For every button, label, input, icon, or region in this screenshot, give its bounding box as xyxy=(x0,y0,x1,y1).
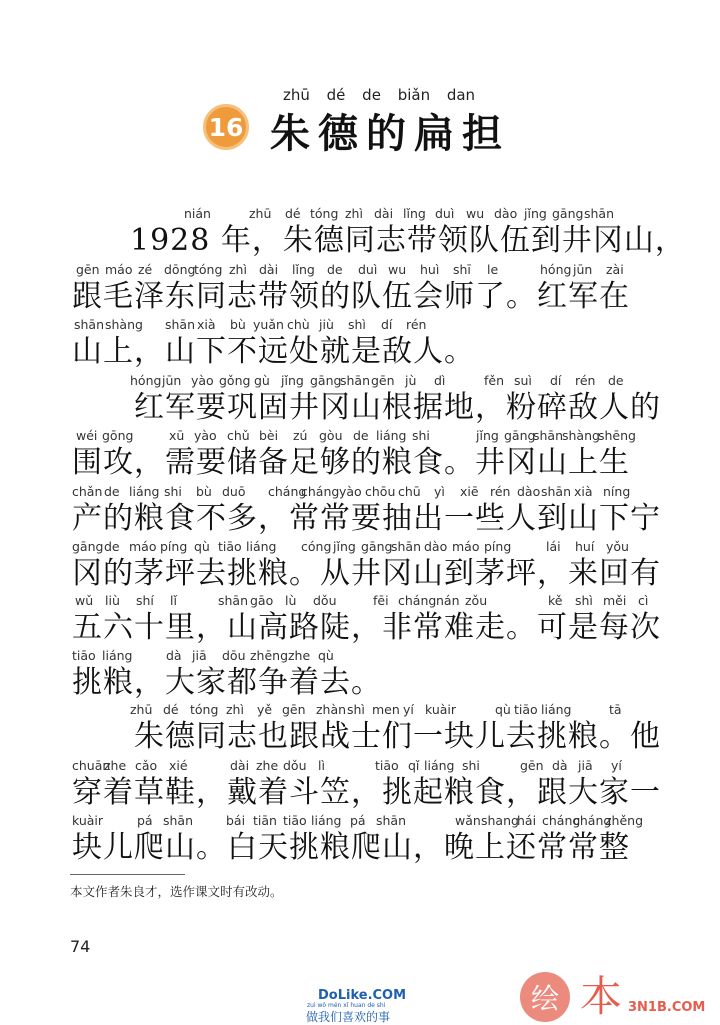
pinyin-syllable: cǎo xyxy=(135,758,158,773)
pinyin-syllable: liáng xyxy=(424,758,455,773)
pinyin-syllable: fěn xyxy=(484,373,505,388)
hanzi-line: 穿着草鞋，戴着斗笠，挑起粮食，跟大家一 xyxy=(72,775,661,810)
text-line xyxy=(0,538,720,598)
pinyin-syllable: shān xyxy=(584,206,615,221)
watermark-site: DoLike.COM xyxy=(318,988,407,1003)
pinyin-syllable: shān xyxy=(533,428,564,443)
pinyin-syllable: cháng xyxy=(398,593,437,608)
pinyin-syllable: shì xyxy=(575,593,593,608)
pinyin-syllable: qù xyxy=(495,702,511,717)
pinyin-syllable: zhì xyxy=(345,206,363,221)
pinyin-syllable: lì xyxy=(318,758,325,773)
pinyin-syllable: dài xyxy=(259,262,279,277)
pinyin-syllable: men xyxy=(372,702,400,717)
pinyin-syllable: zhe xyxy=(104,758,127,773)
pinyin-syllable: dé xyxy=(163,702,179,717)
pinyin-syllable: shēng xyxy=(598,428,636,443)
pinyin-syllable: níng xyxy=(603,484,631,499)
pinyin-syllable: liáng xyxy=(129,484,160,499)
hanzi-line: 五六十里，山高路陡，非常难走。可是每次 xyxy=(72,610,661,645)
pinyin-syllable: jù xyxy=(405,373,417,388)
pinyin-syllable: gāng xyxy=(310,373,342,388)
pinyin-syllable: dào xyxy=(424,539,448,554)
text-line xyxy=(0,592,720,652)
pinyin-syllable: de xyxy=(104,484,120,499)
pinyin-syllable: tóng xyxy=(190,702,219,717)
hanzi-line: 山上，山下不远处就是敌人。 xyxy=(72,334,475,369)
pinyin-syllable: yě xyxy=(257,702,273,717)
pinyin-syllable: yuǎn xyxy=(253,317,284,332)
pinyin-syllable: fēi xyxy=(373,593,389,608)
pinyin-syllable: tiān xyxy=(253,813,277,828)
pinyin-syllable: jiā xyxy=(578,758,593,773)
footnote: 本文作者朱良才，选作课文时有改动。 xyxy=(70,884,283,899)
hanzi-line: 1928 年，朱德同志带领队伍到井冈山， xyxy=(130,223,686,258)
pinyin-syllable: qǐ xyxy=(408,758,420,773)
pinyin-syllable: bái xyxy=(226,813,246,828)
pinyin-syllable: de xyxy=(327,262,343,277)
pinyin-syllable: dà xyxy=(166,648,182,663)
pinyin-syllable: gāng xyxy=(552,206,584,221)
pinyin-syllable: jiā xyxy=(192,648,207,663)
pinyin-syllable: hái xyxy=(517,813,537,828)
watermark-slogan-pinyin: zuì wǒ mén xǐ huan de shì xyxy=(307,1002,386,1009)
text-line xyxy=(0,483,720,543)
hanzi-line: 冈的茅坪去挑粮。从井冈山到茅坪，来回有 xyxy=(72,556,661,591)
pinyin-syllable: cháng xyxy=(542,813,581,828)
title-pinyin: zhū dé de biǎn dan xyxy=(283,86,476,104)
text-line xyxy=(0,812,720,872)
text-line xyxy=(0,427,720,487)
pinyin-syllable: kuàir xyxy=(425,702,457,717)
text-line xyxy=(0,205,720,265)
pinyin-syllable: le xyxy=(487,262,499,277)
pinyin-syllable: dào xyxy=(494,206,518,221)
pinyin-syllable: shi xyxy=(412,428,430,443)
pinyin-syllable: yào xyxy=(194,428,217,443)
pinyin-syllable: chōu xyxy=(365,484,396,499)
pinyin-syllable: gōng xyxy=(102,428,134,443)
hanzi-line: 挑粮，大家都争着去。 xyxy=(72,665,382,700)
pinyin-syllable: dǒu xyxy=(283,758,307,773)
pinyin-syllable: shān xyxy=(163,813,194,828)
pinyin-syllable: rén xyxy=(575,373,596,388)
pinyin-syllable: gǒng xyxy=(219,373,251,388)
text-line xyxy=(0,372,720,432)
pinyin-syllable: qù xyxy=(318,648,334,663)
text-line xyxy=(0,316,720,376)
pinyin-syllable: zhàn xyxy=(316,702,347,717)
pinyin-syllable: shān xyxy=(340,373,371,388)
pinyin-syllable: hóng xyxy=(540,262,572,277)
pinyin-syllable: chuān xyxy=(72,758,111,773)
pinyin-syllable: gēn xyxy=(371,373,395,388)
lesson-number-badge: 16 xyxy=(203,104,249,150)
pinyin-syllable: shí xyxy=(136,593,154,608)
pinyin-syllable: jūn xyxy=(573,262,593,277)
pinyin-syllable: yào xyxy=(339,484,362,499)
pinyin-syllable: yí xyxy=(611,758,622,773)
hanzi-line: 朱德同志也跟战士们一块儿去挑粮。他 xyxy=(72,719,661,754)
pinyin-syllable: zú xyxy=(293,428,308,443)
text-line xyxy=(0,701,720,761)
pinyin-syllable: tiāo xyxy=(514,702,538,717)
pinyin-syllable: qù xyxy=(194,539,210,554)
pinyin-syllable: zhe xyxy=(288,648,311,663)
pinyin-syllable: gēn xyxy=(520,758,544,773)
pinyin-syllable: máo xyxy=(452,539,480,554)
footnote-divider xyxy=(70,874,185,875)
pinyin-syllable: huì xyxy=(420,262,440,277)
pinyin-syllable: gù xyxy=(254,373,270,388)
pinyin-syllable: tiāo xyxy=(283,813,307,828)
pinyin-syllable: wu xyxy=(388,262,407,277)
pinyin-syllable: xiē xyxy=(460,484,479,499)
pinyin-syllable: nán xyxy=(436,593,460,608)
pinyin-syllable: tiāo xyxy=(218,539,242,554)
pinyin-syllable: dé xyxy=(285,206,301,221)
lesson-title: 朱德的扁担 xyxy=(270,110,510,157)
pinyin-syllable: gāng xyxy=(504,428,536,443)
pinyin-syllable: jǐng xyxy=(524,206,547,221)
pinyin-syllable: xià xyxy=(197,317,216,332)
pinyin-syllable: shān xyxy=(376,813,407,828)
pinyin-syllable: zhēng xyxy=(250,648,289,663)
pinyin-syllable: dōng xyxy=(164,262,196,277)
pinyin-syllable: tā xyxy=(609,702,622,717)
pinyin-syllable: jǐng xyxy=(476,428,499,443)
pinyin-syllable: dài xyxy=(374,206,394,221)
pinyin-syllable: chù xyxy=(287,317,310,332)
pinyin-syllable: lǐng xyxy=(403,206,426,221)
pinyin-syllable: yì xyxy=(434,484,445,499)
hanzi-line: 块儿爬山。白天挑粮爬山，晚上还常常整 xyxy=(72,830,630,865)
pinyin-syllable: yí xyxy=(403,702,414,717)
pinyin-syllable: liáng xyxy=(541,702,572,717)
pinyin-syllable: gāng xyxy=(361,539,393,554)
pinyin-syllable: dì xyxy=(434,373,446,388)
pinyin-syllable: lǐng xyxy=(292,262,315,277)
watermark-logo-site: 3N1B.COM xyxy=(628,1000,706,1015)
pinyin-syllable: shang xyxy=(481,813,519,828)
pinyin-syllable: shì xyxy=(347,702,365,717)
pinyin-syllable: bù xyxy=(196,484,212,499)
pinyin-syllable: yǒu xyxy=(606,539,629,554)
pinyin-syllable: liáng xyxy=(246,539,277,554)
pinyin-syllable: rén xyxy=(490,484,511,499)
watermark-logo-icon: 绘 xyxy=(520,972,570,1022)
hanzi-line: 红军要巩固井冈山根据地，粉碎敌人的 xyxy=(72,390,661,425)
pinyin-syllable: bèi xyxy=(259,428,279,443)
pinyin-syllable: shān xyxy=(165,317,196,332)
pinyin-syllable: huí xyxy=(575,539,595,554)
hanzi-line: 产的粮食不多，常常要抽出一些人到山下宁 xyxy=(72,501,661,536)
pinyin-syllable: jūn xyxy=(162,373,182,388)
pinyin-syllable: rén xyxy=(406,317,427,332)
text-line xyxy=(0,261,720,321)
pinyin-syllable: chū xyxy=(398,484,421,499)
pinyin-syllable: tóng xyxy=(194,262,223,277)
pinyin-syllable: jiù xyxy=(319,317,334,332)
pinyin-syllable: gēn xyxy=(282,702,306,717)
hanzi-line: 跟毛泽东同志带领的队伍会师了。红军在 xyxy=(72,279,630,314)
pinyin-syllable: shī xyxy=(453,262,471,277)
pinyin-syllable: zài xyxy=(606,262,624,277)
pinyin-syllable: zhe xyxy=(256,758,279,773)
pinyin-syllable: zhū xyxy=(249,206,272,221)
pinyin-syllable: suì xyxy=(514,373,532,388)
pinyin-syllable: chǎn xyxy=(72,484,103,499)
pinyin-syllable: shān xyxy=(218,593,249,608)
pinyin-syllable: shì xyxy=(348,317,366,332)
pinyin-syllable: wǔ xyxy=(75,593,94,608)
pinyin-syllable: lù xyxy=(285,593,297,608)
pinyin-syllable: liáng xyxy=(311,813,342,828)
pinyin-syllable: cóng xyxy=(301,539,332,554)
pinyin-syllable: lǐ xyxy=(170,593,177,608)
pinyin-syllable: yào xyxy=(191,373,214,388)
pinyin-syllable: dài xyxy=(230,758,250,773)
pinyin-syllable: jǐng xyxy=(281,373,304,388)
pinyin-syllable: tóng xyxy=(310,206,339,221)
pinyin-syllable: cháng xyxy=(301,484,340,499)
pinyin-syllable: píng xyxy=(160,539,188,554)
pinyin-syllable: zhì xyxy=(229,262,247,277)
pinyin-syllable: dí xyxy=(550,373,562,388)
pinyin-syllable: shàng xyxy=(562,428,600,443)
hanzi-line: 围攻，需要储备足够的粮食。井冈山上生 xyxy=(72,445,630,480)
pinyin-syllable: tiāo xyxy=(375,758,399,773)
pinyin-syllable: xū xyxy=(169,428,185,443)
pinyin-syllable: liù xyxy=(105,593,120,608)
pinyin-syllable: tiāo xyxy=(72,648,96,663)
pinyin-syllable: shàng xyxy=(105,317,143,332)
pinyin-syllable: dí xyxy=(381,317,393,332)
watermark-logo-char: 本 xyxy=(580,972,623,1021)
pinyin-syllable: gēn xyxy=(76,262,100,277)
pinyin-syllable: gāo xyxy=(250,593,274,608)
pinyin-syllable: jǐng xyxy=(333,539,356,554)
pinyin-syllable: hóng xyxy=(130,373,162,388)
pinyin-syllable: shi xyxy=(164,484,182,499)
pinyin-syllable: cì xyxy=(638,593,649,608)
page-number: 74 xyxy=(70,937,91,956)
pinyin-syllable: kuàir xyxy=(72,813,104,828)
pinyin-syllable: zhì xyxy=(226,702,244,717)
pinyin-syllable: shi xyxy=(462,758,480,773)
pinyin-syllable: shān xyxy=(541,484,572,499)
pinyin-syllable: gāng xyxy=(72,539,104,554)
pinyin-syllable: dào xyxy=(517,484,541,499)
pinyin-syllable: wéi xyxy=(76,428,98,443)
pinyin-syllable: chǔ xyxy=(227,428,250,443)
pinyin-syllable: wǎn xyxy=(455,813,481,828)
pinyin-syllable: bù xyxy=(230,317,246,332)
pinyin-syllable: zǒu xyxy=(465,593,488,608)
pinyin-syllable: dǒu xyxy=(313,593,337,608)
pinyin-syllable: zhū xyxy=(130,702,153,717)
pinyin-syllable: kě xyxy=(548,593,563,608)
pinyin-syllable: wu xyxy=(466,206,485,221)
pinyin-syllable: dà xyxy=(552,758,568,773)
pinyin-syllable: máo xyxy=(129,539,157,554)
pinyin-syllable: píng xyxy=(484,539,512,554)
pinyin-syllable: de xyxy=(353,428,369,443)
pinyin-syllable: gòu xyxy=(319,428,343,443)
pinyin-syllable: liáng xyxy=(376,428,407,443)
pinyin-syllable: duō xyxy=(222,484,246,499)
pinyin-syllable: pá xyxy=(350,813,366,828)
pinyin-syllable: nián xyxy=(184,206,211,221)
pinyin-syllable: shān xyxy=(391,539,422,554)
text-line xyxy=(0,757,720,817)
pinyin-syllable: duì xyxy=(358,262,378,277)
pinyin-syllable: de xyxy=(104,539,120,554)
pinyin-syllable: zhěng xyxy=(605,813,644,828)
pinyin-syllable: lái xyxy=(546,539,561,554)
pinyin-syllable: xià xyxy=(574,484,593,499)
pinyin-syllable: xié xyxy=(169,758,188,773)
watermark-slogan: 做我们喜欢的事 xyxy=(306,1010,391,1024)
pinyin-syllable: pá xyxy=(137,813,153,828)
text-line xyxy=(0,647,720,707)
pinyin-syllable: cháng xyxy=(573,813,612,828)
pinyin-syllable: máo xyxy=(105,262,133,277)
pinyin-syllable: dōu xyxy=(222,648,246,663)
pinyin-syllable: liáng xyxy=(102,648,133,663)
pinyin-syllable: shān xyxy=(74,317,105,332)
pinyin-syllable: duì xyxy=(435,206,455,221)
pinyin-syllable: měi xyxy=(603,593,627,608)
pinyin-syllable: cháng xyxy=(268,484,307,499)
pinyin-syllable: de xyxy=(608,373,624,388)
pinyin-syllable: zé xyxy=(138,262,153,277)
